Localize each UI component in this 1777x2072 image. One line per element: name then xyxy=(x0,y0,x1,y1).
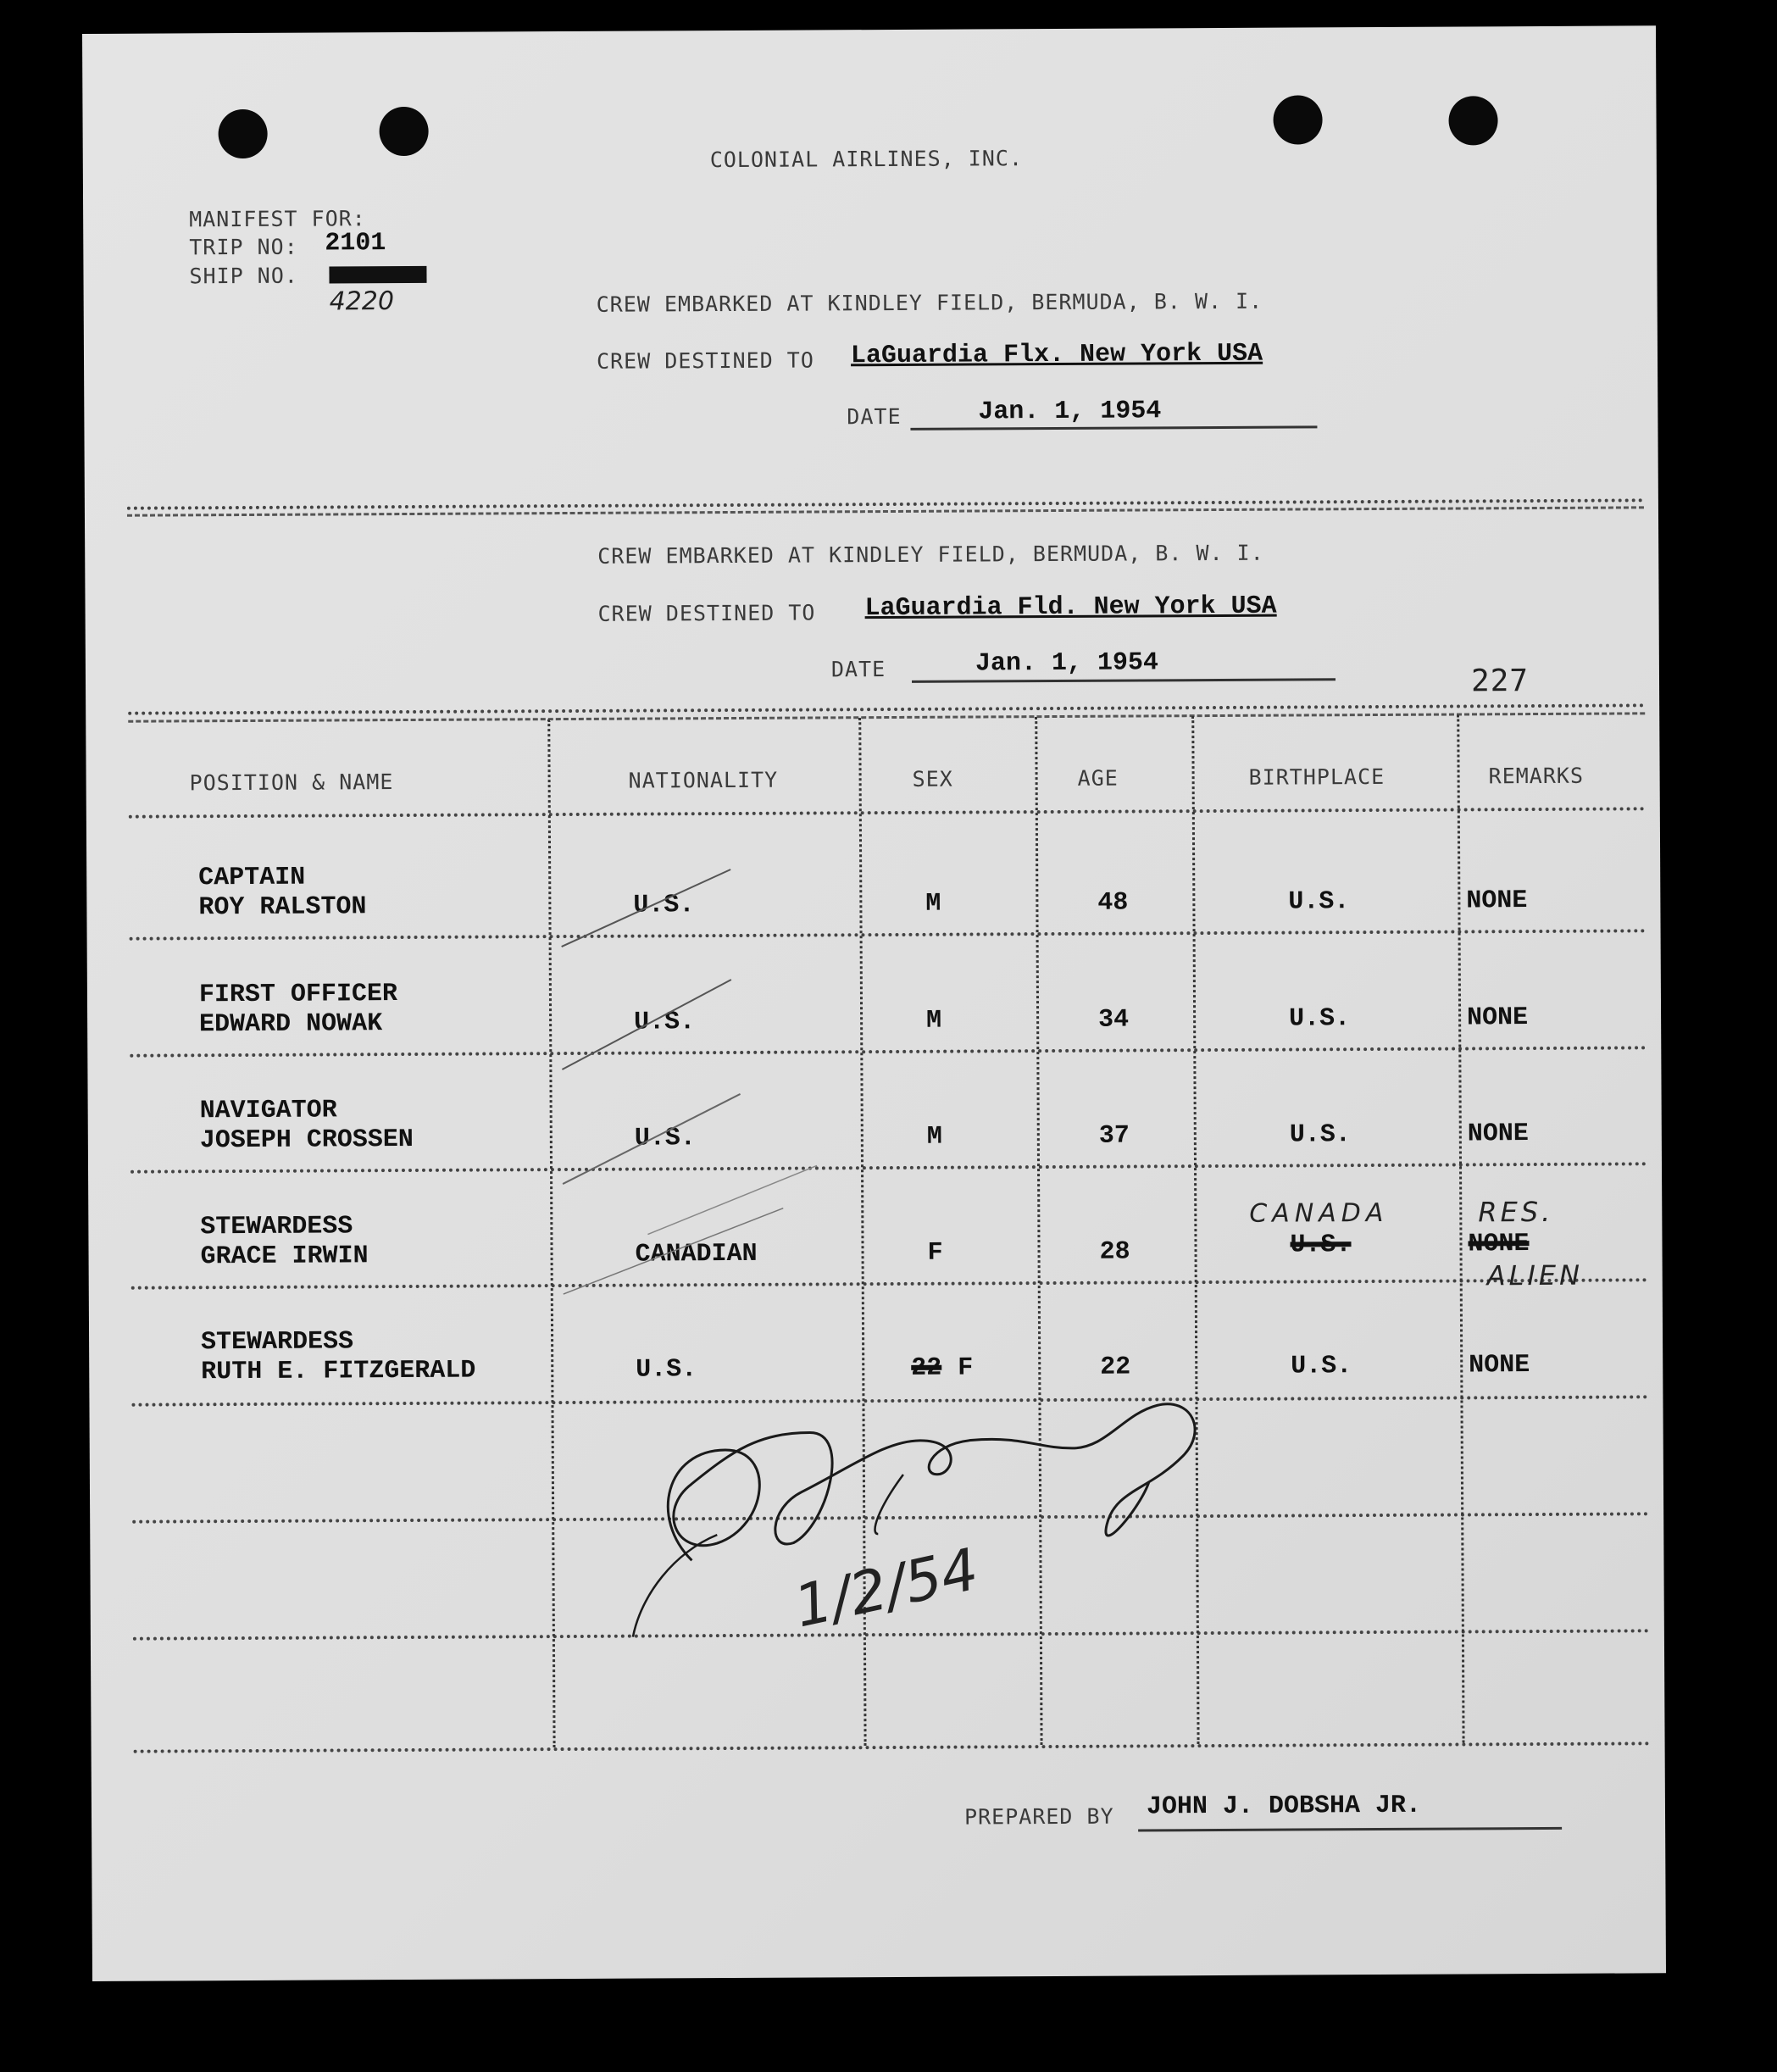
row-divider xyxy=(130,929,1647,940)
prepared-by-name: JOHN J. DOBSHA JR. xyxy=(1146,1791,1422,1822)
prepared-by-label: PREPARED BY xyxy=(963,1803,1114,1830)
row-nationality: U.S. xyxy=(634,1124,696,1153)
destined-label-1: CREW DESTINED TO xyxy=(596,347,814,374)
row-birthplace-struck: U.S. xyxy=(1290,1230,1352,1260)
row-divider xyxy=(130,1046,1647,1057)
row-name: JOSEPH CROSSEN xyxy=(199,1125,414,1156)
column-divider xyxy=(1457,715,1464,1743)
row-nationality: U.S. xyxy=(634,1008,696,1037)
row-age: 37 xyxy=(1098,1121,1130,1151)
header-divider xyxy=(129,807,1646,818)
row-sex: M xyxy=(926,1006,942,1036)
signature xyxy=(597,1380,1243,1671)
row-divider xyxy=(131,1278,1648,1289)
date-label-2: DATE xyxy=(830,657,886,682)
punch-hole xyxy=(218,109,267,158)
trip-number: 2101 xyxy=(325,229,386,258)
row-birthplace: U.S. xyxy=(1291,1352,1352,1381)
row-remarks-handwritten: ALIEN xyxy=(1486,1258,1584,1292)
row-remarks: NONE xyxy=(1467,1003,1529,1033)
row-age: 28 xyxy=(1099,1237,1130,1267)
embarked-line-2: CREW EMBARKED AT KINDLEY FIELD, BERMUDA, B. W. I. xyxy=(597,540,1264,569)
date-label-1: DATE xyxy=(847,403,902,430)
row-position: FIRST OFFICER xyxy=(198,980,398,1010)
row-birthplace: U.S. xyxy=(1289,1120,1351,1150)
ship-number-handwritten: 4220 xyxy=(329,286,395,317)
trip-label: TRIP NO: xyxy=(189,234,298,260)
row-sex: F xyxy=(958,1353,974,1383)
row-name: EDWARD NOWAK xyxy=(199,1009,383,1040)
row-birthplace: U.S. xyxy=(1288,887,1350,917)
table-border xyxy=(134,1741,1651,1753)
row-remarks-struck: NONE xyxy=(1468,1230,1530,1259)
header-birthplace: BIRTHPLACE xyxy=(1248,764,1386,790)
header-remarks: REMARKS xyxy=(1488,763,1585,789)
manifest-for-label: MANIFEST FOR: xyxy=(189,206,366,232)
row-remarks: NONE xyxy=(1466,886,1528,916)
embarked-line-1: CREW EMBARKED AT KINDLEY FIELD, BERMUDA, B. W. I. xyxy=(596,288,1263,317)
destined-label-2: CREW DESTINED TO xyxy=(597,600,816,626)
punch-hole xyxy=(1273,95,1322,144)
company-name: COLONIAL AIRLINES, INC. xyxy=(709,146,1024,173)
row-name: RUTH E. FITZGERALD xyxy=(201,1356,476,1387)
row-birthplace-handwritten: CANADA xyxy=(1249,1197,1389,1229)
row-sex: M xyxy=(926,1122,942,1152)
row-name: GRACE IRWIN xyxy=(200,1242,369,1272)
punch-hole xyxy=(379,107,428,156)
row-age: 48 xyxy=(1097,888,1129,918)
row-age: 34 xyxy=(1098,1005,1130,1035)
destined-value-2: LaGuardia Fld. New York USA xyxy=(864,592,1277,624)
row-position: NAVIGATOR xyxy=(199,1096,337,1126)
row-nationality: CANADIAN xyxy=(635,1239,758,1269)
redaction-mark xyxy=(329,266,426,284)
row-birthplace: U.S. xyxy=(1289,1004,1351,1034)
check-marks xyxy=(544,835,886,1328)
row-name: ROY RALSTON xyxy=(198,892,367,923)
header-age: AGE xyxy=(1077,765,1119,791)
date-underline-2 xyxy=(912,678,1336,683)
row-sex-struck: 22 xyxy=(911,1353,942,1383)
punch-hole xyxy=(1448,96,1497,145)
page-number: 227 xyxy=(1470,664,1530,699)
date-value-1: Jan. 1, 1954 xyxy=(978,397,1162,427)
row-remarks: NONE xyxy=(1469,1351,1530,1380)
prepared-by-underline xyxy=(1138,1827,1562,1832)
row-age: 22 xyxy=(1100,1353,1131,1382)
row-remarks-handwritten: RES. xyxy=(1478,1195,1554,1229)
header-nationality: NATIONALITY xyxy=(628,767,779,793)
header-sex: SEX xyxy=(912,766,953,792)
row-sex: M xyxy=(925,889,941,919)
row-nationality: U.S. xyxy=(633,891,695,920)
row-divider xyxy=(130,1162,1647,1173)
header-position-name: POSITION & NAME xyxy=(189,769,394,796)
row-position: STEWARDESS xyxy=(200,1212,353,1242)
date-value-2: Jan. 1, 1954 xyxy=(975,648,1159,679)
row-sex: F xyxy=(927,1238,943,1268)
row-position: CAPTAIN xyxy=(198,863,306,893)
signature-date: 1/2/54 xyxy=(788,1536,985,1641)
ship-label: SHIP NO. xyxy=(189,263,298,289)
row-remarks: NONE xyxy=(1467,1119,1529,1149)
row-nationality: U.S. xyxy=(636,1355,697,1385)
row-position: STEWARDESS xyxy=(200,1327,354,1358)
manifest-document xyxy=(82,25,1666,1981)
date-underline-1 xyxy=(910,425,1317,431)
destined-value-1: LaGuardia Flx. New York USA xyxy=(850,339,1263,371)
